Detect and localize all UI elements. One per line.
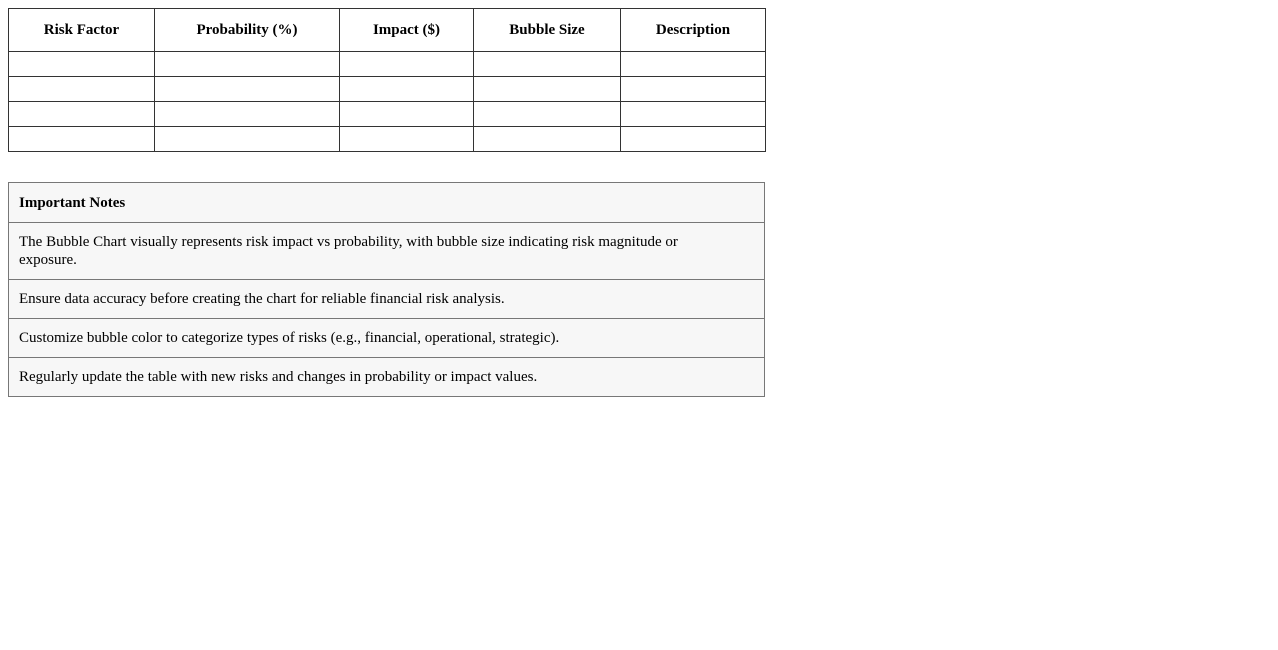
table-cell[interactable] [9,102,155,127]
table-cell[interactable] [621,102,766,127]
table-cell[interactable] [621,127,766,152]
table-row [9,102,766,127]
note-item: The Bubble Chart visually represents risk impact vs probability, with bubble size indicating risk magnitude or exposure. [9,222,764,279]
table-cell[interactable] [621,77,766,102]
table-cell[interactable] [474,127,621,152]
header-probability: Probability (%) [155,9,340,52]
table-cell[interactable] [340,52,474,77]
table-header-row [9,9,766,52]
table-cell[interactable] [474,77,621,102]
note-item: Ensure data accuracy before creating the chart for reliable financial risk analysis. [9,279,764,318]
table-cell[interactable] [621,52,766,77]
table-cell[interactable] [155,77,340,102]
table-cell[interactable] [9,77,155,102]
table-cell[interactable] [340,127,474,152]
table-cell[interactable] [340,102,474,127]
risk-factor-table [8,8,766,152]
table-cell[interactable] [9,127,155,152]
header-risk-factor: Risk Factor [9,9,155,52]
notes-title: Important Notes [19,195,126,211]
header-description: Description [621,9,766,52]
table-row [9,77,766,102]
note-item: Customize bubble color to categorize types of risks (e.g., financial, operational, strategic). [9,318,764,357]
table-cell[interactable] [9,52,155,77]
table-cell[interactable] [474,52,621,77]
table-row [9,52,766,77]
important-notes-box [8,182,765,397]
table-cell[interactable] [474,102,621,127]
table-cell[interactable] [340,77,474,102]
table-cell[interactable] [155,52,340,77]
table-cell[interactable] [155,127,340,152]
table-cell[interactable] [155,102,340,127]
header-impact: Impact ($) [340,9,474,52]
header-bubble-size: Bubble Size [474,9,621,52]
note-item: Regularly update the table with new risks and changes in probability or impact values. [9,357,764,396]
table-row [9,127,766,152]
